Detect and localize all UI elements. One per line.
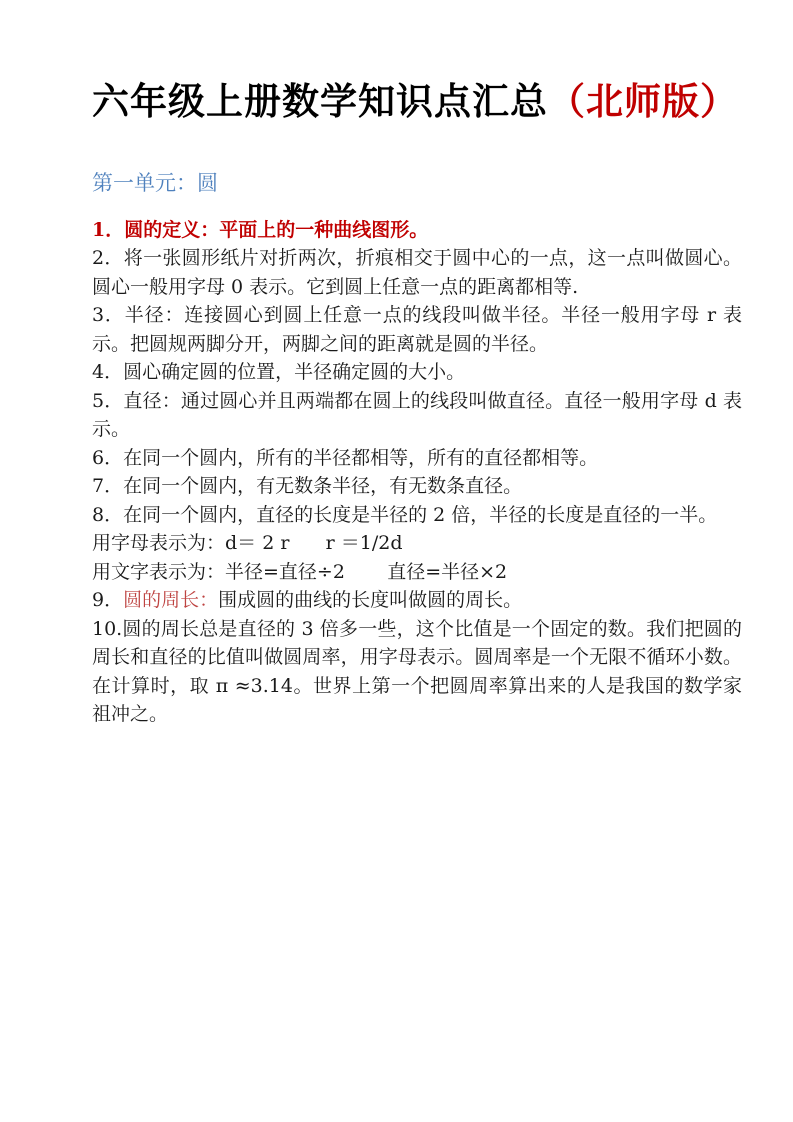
- document-title: [92, 77, 742, 125]
- paragraph-11-circumference-definition: [92, 586, 742, 615]
- document-title-edition: （北师版）: [548, 78, 738, 123]
- paragraph-10-word-formula: 用文字表示为：半径=直径÷2 直径=半径×2: [92, 560, 508, 583]
- paragraph-11-term-circumference: 圆的周长：: [123, 589, 219, 612]
- paragraph-2-circle-center: 2．将一张圆形纸片对折两次，折痕相交于圆中心的一点，这一点叫做圆心。圆心一般用字母 0 表示。它到圆上任意一点的距离都相等.: [92, 247, 742, 298]
- paragraph-6-radii-equal: 6．在同一个圆内，所有的半径都相等，所有的直径都相等。: [92, 446, 599, 469]
- paragraph-5-diameter: 5．直径：通过圆心并且两端都在圆上的线段叫做直径。直径一般用字母 d 表示。: [92, 389, 742, 441]
- paragraph-11-rest: 围成圆的曲线的长度叫做圆的周长。: [218, 589, 523, 612]
- paragraph-8-diameter-twice-radius: 8．在同一个圆内，直径的长度是半径的 2 倍，半径的长度是直径的一半。: [92, 503, 718, 526]
- paragraph-7-countless-radii: 7．在同一个圆内，有无数条半径，有无数条直径。: [92, 475, 523, 498]
- document-title-main: 六年级上册数学知识点汇总: [92, 78, 548, 123]
- paragraph-9-letter-formula: 用字母表示为：d＝ 2 r r ＝1/2d: [92, 532, 403, 555]
- paragraph-12-pi: 10.圆的周长总是直径的 3 倍多一些，这个比值是一个固定的数。我们把圆的周长和直径的比值叫做圆周率，用字母表示。圆周率是一个无限不循环小数。在计算时，取 π ≈3.14。世界上第一个把圆周率算出来的人是我国的数学家祖冲之。: [92, 617, 742, 726]
- section-heading-unit1: 第一单元：圆: [92, 170, 218, 195]
- paragraph-11-number: 9．: [92, 589, 124, 612]
- paragraph-4-center-position: 4．圆心确定圆的位置，半径确定圆的大小。: [92, 361, 466, 384]
- paragraph-3-radius: 3．半径：连接圆心到圆上任意一点的线段叫做半径。半径一般用字母 r 表示。把圆规两脚分开，两脚之间的距离就是圆的半径。: [92, 304, 742, 355]
- paragraph-1-circle-definition: 1．圆的定义：平面上的一种曲线图形。: [92, 218, 429, 241]
